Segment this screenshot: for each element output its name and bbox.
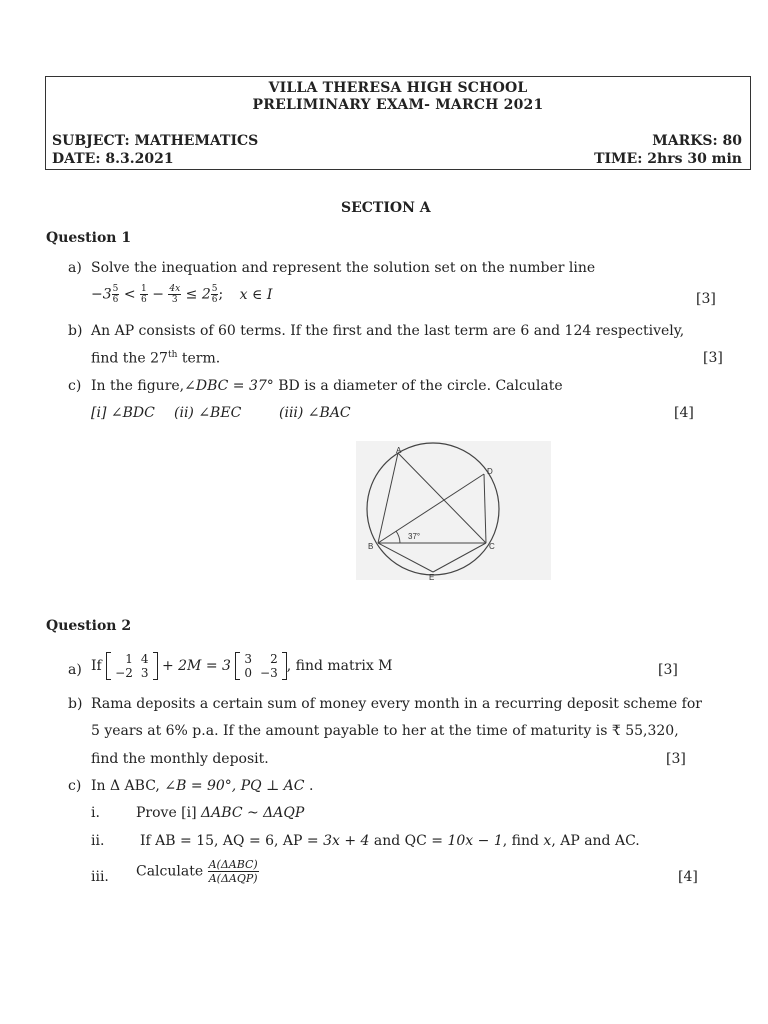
q2c-marks: [4]: [678, 869, 698, 885]
marks-label: MARKS: 80: [652, 133, 742, 149]
q2a-marks: [3]: [658, 662, 678, 678]
matrix-2: 3 2 0 −3: [235, 652, 286, 680]
q2c-ii-label: ii.: [91, 833, 105, 849]
q2c-i-text: Prove [i] ΔABC ~ ΔAQP: [136, 805, 305, 821]
q2b-text-line3: find the monthly deposit.: [91, 751, 269, 767]
q1a-marks: [3]: [696, 291, 716, 307]
time-label: TIME: 2hrs 30 min: [594, 151, 742, 167]
label-a: A: [396, 446, 402, 455]
exam-header: [45, 76, 751, 170]
q1a-label: a): [68, 260, 82, 276]
subject-label: SUBJECT: MATHEMATICS: [52, 133, 259, 149]
q2c-i-label: i.: [91, 805, 100, 821]
q1b-label: b): [68, 323, 83, 339]
q1c-label: c): [68, 378, 82, 394]
q2b-marks: [3]: [666, 751, 686, 767]
q2c-ii-text: If AB = 15, AQ = 6, AP = 3x + 4 and QC = 10x − 1, find x, AP and AC.: [140, 833, 640, 849]
label-angle: 37°: [408, 532, 421, 541]
q1c-part-i: [i] ∠BDC: [91, 405, 155, 421]
date-label: DATE: 8.3.2021: [52, 151, 174, 167]
q1c-marks: [4]: [674, 405, 694, 421]
exam-title: PRELIMINARY EXAM- MARCH 2021: [252, 97, 544, 113]
q1a-inequation: −3 $\frac{5}{6}$ < $\frac{1}{6}$ − $\frac{4x}{3}$ ≤ 2 $\frac{5}{6}$ ; x ∈ I: [91, 284, 273, 305]
q2a-label: a): [68, 662, 82, 678]
q2b-text-line2: 5 years at 6% p.a. If the amount payable to her at the time of maturity is ₹ 55,320,: [91, 723, 679, 739]
circle-figure: [356, 441, 551, 580]
q1a-text: Solve the inequation and represent the solution set on the number line: [91, 260, 596, 276]
q1c-part-iii: (iii) ∠BAC: [279, 405, 351, 421]
line-bd: [378, 474, 484, 543]
matrix-1: 1 4 −2 3: [106, 652, 157, 680]
q2c-iii-label: iii.: [91, 869, 109, 885]
q1c-part-ii: (ii) ∠BEC: [174, 405, 242, 421]
section-heading: SECTION A: [341, 200, 431, 216]
q2a-text: If 1 4 −2 3 + 2M = 3 3 2 0 −3 , find matrix M: [91, 652, 393, 680]
line-ac: [398, 453, 486, 543]
line-ab: [378, 453, 398, 543]
q2c-iii-text: Calculate $\frac{\text{A(ΔABC)}}{\text{A(ΔAQP)}}$: [136, 858, 258, 885]
label-e: E: [429, 573, 435, 580]
q1b-text-line1: An AP consists of 60 terms. If the first and the last term are 6 and 124 respectively,: [91, 323, 685, 339]
q1b-marks: [3]: [703, 350, 723, 366]
label-d: D: [487, 467, 493, 476]
line-dc: [484, 474, 486, 543]
label-b: B: [368, 542, 374, 551]
line-be: [378, 543, 433, 572]
question-2-title: Question 2: [46, 618, 132, 634]
angle-arc: [396, 531, 400, 543]
q2c-text: In Δ ABC, ∠B = 90°, PQ ⊥ AC .: [91, 778, 314, 794]
q1c-text: In the figure,∠DBC = 37° BD is a diameter of the circle. Calculate: [91, 378, 563, 394]
q2c-label: c): [68, 778, 82, 794]
school-name: VILLA THERESA HIGH SCHOOL: [268, 80, 528, 96]
q1b-text-line2: find the 27th term.: [91, 350, 221, 367]
label-c: C: [489, 542, 495, 551]
q2b-text-line1: Rama deposits a certain sum of money every month in a recurring deposit scheme for: [91, 696, 702, 712]
circle-outline: [367, 443, 499, 575]
question-1-title: Question 1: [46, 230, 132, 246]
circle-diagram: [356, 441, 551, 580]
q2b-label: b): [68, 696, 83, 712]
